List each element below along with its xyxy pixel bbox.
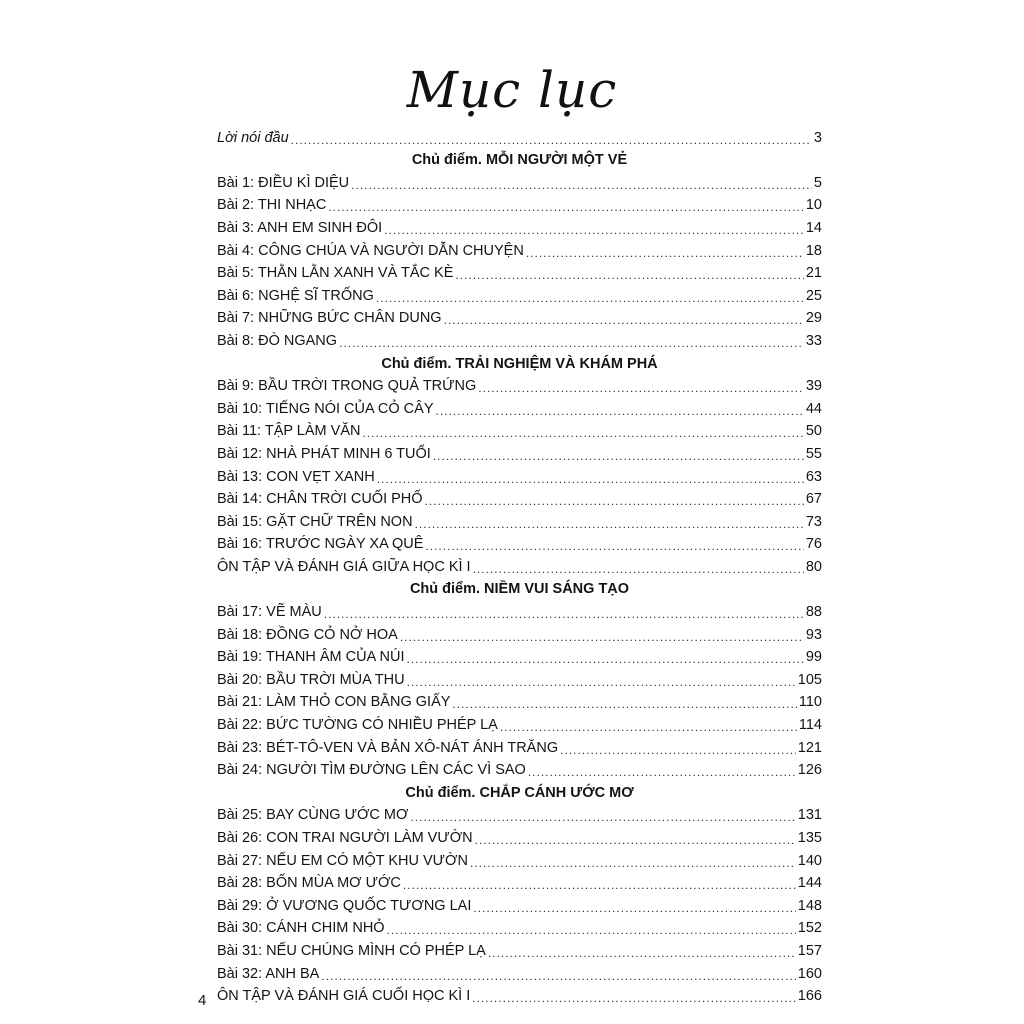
toc-entry	[217, 169, 822, 192]
dot-leader	[400, 630, 804, 644]
dot-leader	[321, 969, 795, 983]
toc-entry-page: 5	[813, 174, 822, 191]
toc-entry-label: Bài 8: ĐÒ NGANG	[217, 332, 338, 349]
dot-leader	[324, 607, 804, 621]
toc-entry-label: Lời nói đầu	[217, 129, 289, 146]
dot-leader	[351, 178, 812, 192]
section-heading	[217, 350, 822, 373]
toc-entry	[217, 305, 822, 328]
toc-entry	[217, 734, 822, 757]
toc-entry	[217, 508, 822, 531]
toc-entry-page: 25	[805, 287, 822, 304]
toc-entry-label: Bài 10: TIẾNG NÓI CỦA CỎ CÂY	[217, 400, 434, 417]
toc-entry-page: 80	[805, 558, 822, 575]
dot-leader	[362, 426, 803, 440]
toc-entry-page: 131	[797, 807, 822, 824]
toc-entry-page: 88	[805, 604, 822, 621]
toc-entry-label: ÔN TẬP VÀ ĐÁNH GIÁ CUỐI HỌC KÌ I	[217, 988, 471, 1005]
toc-entry-page: 157	[797, 942, 822, 959]
toc-entry	[217, 802, 822, 825]
toc-entry	[217, 870, 822, 893]
toc-entry-label: Bài 2: THI NHẠC	[217, 197, 327, 214]
toc-entry-page: 44	[805, 400, 822, 417]
dot-leader	[436, 404, 804, 418]
toc-entry	[217, 598, 822, 621]
toc-entry-page: 93	[805, 626, 822, 643]
dot-leader	[376, 291, 804, 305]
toc-entry-label: Bài 23: BÉT-TÔ-VEN VÀ BẢN XÔ-NÁT ÁNH TRĂNG	[217, 739, 559, 756]
toc-entry-page: 152	[797, 920, 822, 937]
toc-entry-page: 99	[805, 649, 822, 666]
toc-entry-page: 144	[797, 875, 822, 892]
toc-entry	[217, 621, 822, 644]
dot-leader	[528, 765, 796, 779]
dot-leader	[377, 472, 804, 486]
dot-leader	[403, 878, 796, 892]
toc-entry-label: Bài 4: CÔNG CHÚA VÀ NGƯỜI DẪN CHUYỆN	[217, 242, 524, 259]
toc-entry-label: Bài 13: CON VẸT XANH	[217, 468, 375, 485]
toc-entry	[217, 192, 822, 215]
toc-entry-page: 14	[805, 219, 822, 236]
toc-entry-label: Bài 25: BAY CÙNG ƯỚC MƠ	[217, 807, 409, 824]
toc-entry-label: Bài 11: TẬP LÀM VĂN	[217, 423, 361, 440]
section-heading	[217, 576, 822, 599]
toc-entry-label: Bài 1: ĐIỀU KÌ DIỆU	[217, 174, 350, 191]
toc-entry	[217, 214, 822, 237]
toc-entry-page: 29	[805, 310, 822, 327]
dot-leader	[328, 200, 804, 214]
toc-entry	[217, 644, 822, 667]
toc-entry	[217, 937, 822, 960]
toc-entry-page: 126	[797, 762, 822, 779]
toc-entry-label: Bài 26: CON TRAI NGƯỜI LÀM VƯỜN	[217, 830, 473, 846]
toc-entry-label: Bài 30: CÁNH CHIM NHỎ	[217, 920, 385, 937]
dot-leader	[407, 675, 796, 689]
section-heading	[217, 779, 822, 802]
toc-entry	[217, 666, 822, 689]
table-of-contents	[217, 124, 822, 1005]
dot-leader	[387, 923, 796, 937]
section-heading-label: Chủ điểm. TRẢI NGHIỆM VÀ KHÁM PHÁ	[381, 355, 658, 372]
toc-entry-label: Bài 29: Ở VƯƠNG QUỐC TƯƠNG LAI	[217, 897, 472, 914]
dot-leader	[478, 381, 804, 395]
dot-leader	[526, 246, 804, 260]
toc-entry-page: 67	[805, 491, 822, 508]
toc-entry-label: Bài 19: THANH ÂM CỦA NÚI	[217, 649, 405, 666]
toc-entry	[217, 463, 822, 486]
section-heading-label: Chủ điểm. NIỀM VUI SÁNG TẠO	[409, 581, 630, 598]
toc-entry-page: 73	[805, 513, 822, 530]
toc-entry-page: 121	[797, 739, 822, 756]
toc-entry-page: 3	[813, 129, 822, 146]
toc-entry-page: 21	[805, 265, 822, 282]
toc-entry-page: 63	[805, 468, 822, 485]
toc-entry-page: 50	[805, 423, 822, 440]
toc-entry-label: Bài 16: TRƯỚC NGÀY XA QUÊ	[217, 536, 424, 553]
toc-entry	[217, 282, 822, 305]
toc-entry	[217, 440, 822, 463]
toc-entry-label: Bài 5: THẰN LẰN XANH VÀ TẮC KÈ	[217, 265, 454, 282]
toc-entry-label: Bài 3: ANH EM SINH ĐÔI	[217, 219, 383, 236]
toc-entry	[217, 124, 822, 147]
dot-leader	[475, 833, 796, 847]
toc-entry-label: Bài 31: NẾU CHÚNG MÌNH CÓ PHÉP LẠ	[217, 942, 486, 959]
toc-entry	[217, 260, 822, 283]
toc-entry-label: Bài 9: BẦU TRỜI TRONG QUẢ TRỨNG	[217, 378, 477, 395]
toc-entry-label: Bài 6: NGHỆ SĨ TRỐNG	[217, 287, 374, 304]
page-title: Mục lục	[406, 61, 618, 119]
toc-entry-label: Bài 14: CHÂN TRỜI CUỐI PHỐ	[217, 491, 423, 508]
toc-entry	[217, 486, 822, 509]
toc-entry-label: Bài 28: BỐN MÙA MƠ ƯỚC	[217, 875, 401, 892]
dot-leader	[488, 946, 796, 960]
dot-leader	[500, 720, 797, 734]
dot-leader	[473, 901, 795, 915]
toc-entry	[217, 892, 822, 915]
toc-entry-page: 114	[798, 717, 822, 734]
dot-leader	[473, 562, 804, 576]
dot-leader	[415, 517, 804, 531]
toc-entry-label: Bài 32: ANH BA	[217, 965, 320, 982]
toc-entry	[217, 983, 822, 1006]
section-heading-label: Chủ điểm. CHẮP CÁNH ƯỚC MƠ	[405, 784, 634, 801]
toc-entry-page: 140	[797, 852, 822, 869]
toc-entry-page: 55	[805, 445, 822, 462]
dot-leader	[444, 313, 804, 327]
dot-leader	[339, 336, 804, 350]
toc-entry-label: ÔN TẬP VÀ ĐÁNH GIÁ GIỮA HỌC KÌ I	[217, 558, 471, 575]
toc-entry-page: 105	[797, 671, 822, 688]
toc-entry-label: Bài 27: NẾU EM CÓ MỘT KHU VƯỜN	[217, 852, 468, 869]
toc-entry-page: 160	[797, 965, 822, 982]
dot-leader	[455, 268, 803, 282]
toc-entry-label: Bài 7: NHỮNG BỨC CHÂN DUNG	[217, 310, 442, 327]
toc-entry-page: 10	[805, 197, 822, 214]
toc-entry-page: 135	[797, 830, 822, 846]
toc-entry-label: Bài 17: VẼ MÀU	[217, 604, 322, 621]
toc-entry-label: Bài 22: BỨC TƯỜNG CÓ NHIỀU PHÉP LẠ	[217, 717, 498, 734]
toc-entry	[217, 915, 822, 938]
toc-entry	[217, 395, 822, 418]
toc-entry	[217, 960, 822, 983]
dot-leader	[425, 539, 803, 553]
toc-entry	[217, 711, 822, 734]
toc-entry	[217, 824, 822, 847]
section-heading-label: Chủ điểm. MỖI NGƯỜI MỘT VẺ	[411, 152, 628, 169]
toc-entry-label: Bài 20: BẦU TRỜI MÙA THU	[217, 671, 405, 688]
toc-entry-page: 39	[805, 378, 822, 395]
toc-entry	[217, 327, 822, 350]
toc-entry-page: 166	[797, 988, 822, 1005]
dot-leader	[410, 810, 795, 824]
toc-entry	[217, 757, 822, 780]
toc-entry	[217, 847, 822, 870]
toc-entry-label: Bài 12: NHÀ PHÁT MINH 6 TUỔI	[217, 445, 431, 462]
toc-entry-page: 110	[798, 694, 822, 711]
dot-leader	[472, 991, 796, 1005]
toc-entry-label: Bài 21: LÀM THỎ CON BẰNG GIẤY	[217, 694, 451, 711]
toc-entry-page: 148	[797, 897, 822, 914]
toc-entry	[217, 553, 822, 576]
dot-leader	[291, 133, 812, 147]
toc-entry-page: 18	[805, 242, 822, 259]
toc-entry	[217, 689, 822, 712]
toc-entry	[217, 373, 822, 396]
dot-leader	[452, 697, 796, 711]
toc-entry	[217, 531, 822, 554]
dot-leader	[384, 223, 804, 237]
toc-entry-label: Bài 24: NGƯỜI TÌM ĐƯỜNG LÊN CÁC VÌ SAO	[217, 762, 526, 779]
page-number: 4	[198, 992, 207, 1009]
toc-entry-label: Bài 15: GẶT CHỮ TRÊN NON	[217, 513, 413, 530]
dot-leader	[560, 743, 796, 757]
toc-entry-page: 76	[805, 536, 822, 553]
dot-leader	[425, 494, 804, 508]
toc-entry	[217, 237, 822, 260]
toc-entry	[217, 418, 822, 441]
toc-entry-page: 33	[805, 332, 822, 349]
section-heading	[217, 147, 822, 170]
dot-leader	[470, 856, 796, 870]
toc-entry-label: Bài 18: ĐỒNG CỎ NỞ HOA	[217, 626, 398, 643]
dot-leader	[406, 652, 803, 666]
dot-leader	[433, 449, 804, 463]
